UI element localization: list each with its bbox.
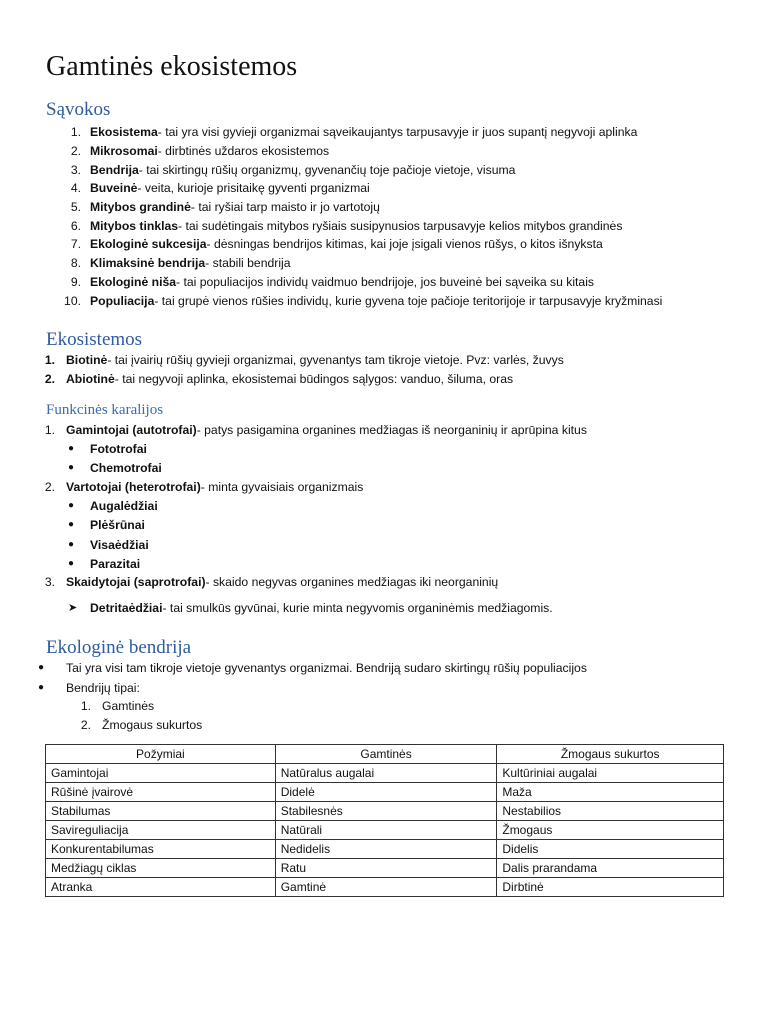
bullet-icon: ● (68, 500, 75, 511)
table-cell: Medžiagų ciklas (46, 859, 276, 878)
heading-ekosistemos: Ekosistemos (46, 329, 143, 350)
table-cell: Dirbtinė (497, 878, 724, 897)
bullet-icon: ● (68, 443, 75, 454)
heading-ekologine-bendrija: Ekologinė bendrija (46, 637, 192, 658)
document-page: Gamtinės ekosistemos Sąvokos 1. Ekosistema- tai yra visi gyvieji organizmai sąveikaujantys tarpusavyje ir juos supantį negyvoji aplinka 2. Mikrosomai- dirbtinės uždaros ekosistemos 3. Bendrija- tai skirtingų rūšių organizmų, gyvenančių toje pačioje vietoje, visuma 4. Buveinė- veita, kurioje prisitaikę gyventi prganizmai 5. Mitybos grandinė- tai ryšiai tarp maisto ir jo vartotojų 6. Mitybos tinklas- tai sudėtingais mitybos ryšiais susipynusios tarpusavyje kelios mitybos grandinės 7. Ekologinė sukcesija- dėsningas bendrijos kitimas, kai joje įsigali vienos rūšys, o kitos išnyksta 8. Klimaksinė bendrija- stabili bendrija 9. Ekologinė niša- tai populiacijos individų vaidmuo bendrijoje, jos buveinė bei sąveika su kitais 10. Populiacija- tai grupė vienos rūšies individų, kurie gyvena toje pačioje teritorijoje ir tarpusavyje kryžminasi Ekosistemos 1. Biotinė- tai įvairių rūšių gyvieji organizmai, gyvenantys tam tikroje vietoje. Pvz: varlės, žuvys 2. Abiotinė- tai negyvoji aplinka, ekosistemai būdingos sąlygos: vanduo, šiluma, oras Funkcinės karalijos 1. Gamintojai (autotrofai)- patys pasigamina organines medžiagas iš neorganinių ir aprūpina kitus ● Fototrofai ● Chemotrofai 2. Vartotojai (heterotrofai)- minta gyvaisiais organizmais ● Augalėdžiai ● Plėšrūnai ● Visaėdžiai ● Parazitai 3. Skaidytojai (saprotrofai)- skaido negyvas organines medžiagas iki neorganinių ➤ Detritaėdžiai- tai smulkūs gyvūnai, kurie minta negyvomis organinėmis medžiagomis. Ekologinė bendrija ● Tai yra visi tam tikroje vietoje gyvenantys organizmai. Bendriją sudaro skirtingų rūšių populiacijos ● Bendrijų tipai: 1. Gamtinės 2. Žmogaus sukurtos Požymiai Gamtinės Žmogaus sukurtos Gamintojai Natūralus augalai Kultūriniai augalai Rūšinė įvairovė Didelė Maža Stabilumas Stabilesnės Nestabilios Savireguliacija Natūrali Žmogaus Konkurentabilumas Nedidelis Didelis Medžiagų ciklas Ratu Dalis prarandama Atranka Gamtinė Dirbtinė (0, 0, 768, 1024)
table-row (46, 764, 724, 783)
bullet-icon: ● (38, 682, 45, 693)
table-header-row (46, 745, 724, 764)
table-row (46, 821, 724, 840)
bullet-icon: ● (38, 662, 45, 673)
table-header-cell: Žmogaus sukurtos (497, 745, 724, 764)
table-cell: Dalis prarandama (497, 859, 724, 878)
bullet-icon: ● (68, 558, 75, 569)
bullet-icon: ● (68, 462, 75, 473)
heading-savokos: Sąvokos (46, 99, 111, 120)
table-cell: Didelė (275, 783, 497, 802)
table-cell: Stabilesnės (275, 802, 497, 821)
table-cell: Žmogaus (497, 821, 724, 840)
table-row (46, 802, 724, 821)
table-cell: Nedidelis (275, 840, 497, 859)
table-cell: Atranka (46, 878, 276, 897)
comparison-table (45, 744, 724, 897)
table-cell: Natūrali (275, 821, 497, 840)
table-cell: Gamtinė (275, 878, 497, 897)
table-cell: Didelis (497, 840, 724, 859)
table-cell: Savireguliacija (46, 821, 276, 840)
table-cell: Konkurentabilumas (46, 840, 276, 859)
table-cell: Stabilumas (46, 802, 276, 821)
bullet-icon: ● (68, 519, 75, 530)
table-row (46, 840, 724, 859)
heading-funkcines-karalijos: Funkcinės karalijos (46, 402, 164, 418)
arrow-bullet-icon: ➤ (68, 602, 78, 614)
table-cell: Maža (497, 783, 724, 802)
table-cell: Gamintojai (46, 764, 276, 783)
table-cell: Kultūriniai augalai (497, 764, 724, 783)
table-row (46, 878, 724, 897)
table-cell: Nestabilios (497, 802, 724, 821)
table-row (46, 859, 724, 878)
table-cell: Rūšinė įvairovė (46, 783, 276, 802)
table-cell: Natūralus augalai (275, 764, 497, 783)
table-cell: Ratu (275, 859, 497, 878)
table-row (46, 783, 724, 802)
page-title: Gamtinės ekosistemos (46, 51, 298, 82)
table-header-cell: Gamtinės (275, 745, 497, 764)
table-header-cell: Požymiai (46, 745, 276, 764)
bullet-icon: ● (68, 539, 75, 550)
